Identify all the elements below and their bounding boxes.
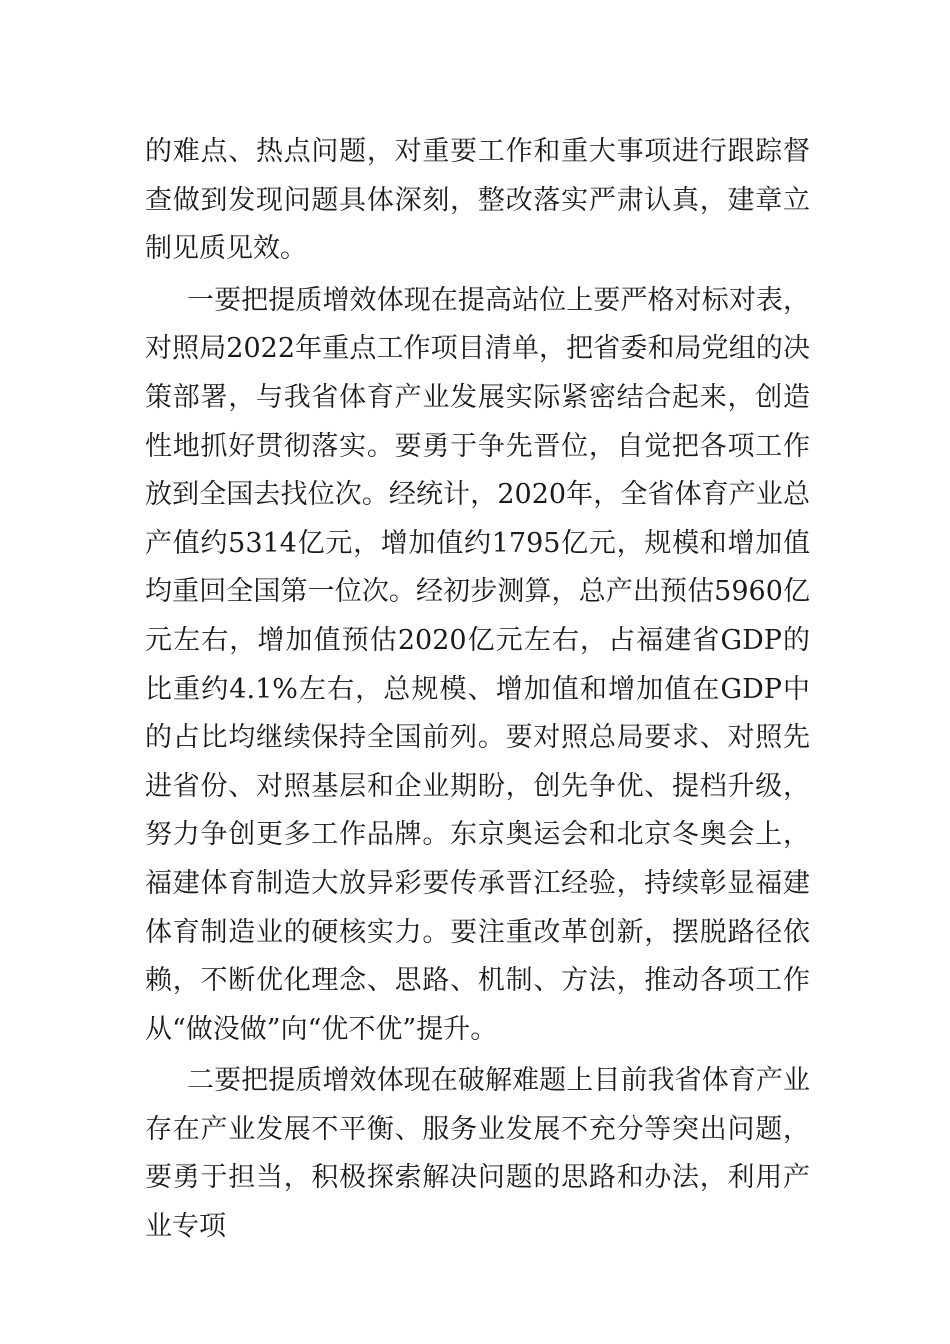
- paragraph-continuation: 的难点、热点问题，对重要工作和重大事项进行跟踪督查做到发现问题具体深刻，整改落实严肃认真，建章立制见质见效。: [145, 136, 810, 265]
- document-body: [145, 128, 810, 1255]
- paragraph-point-one: 一要把提质增效体现在提高站位上要严格对标对表，对照局2022年重点工作项目清单，把省委和局党组的决策部署，与我省体育产业发展实际紧密结合起来，创造性地抓好贯彻落实。要勇于争先晋位，自觉把各项工作放到全国去找位次。经统计，2020年，全省体育产业总产值约5314亿元，增加值约1795亿元，规模和增加值均重回全国第一位次。经初步测算，总产出预估5960亿元左右，增加值预估2020亿元左右，占福建省GDP的比重约4.1%左右，总规模、增加值和增加值在GDP中的占比均继续保持全国前列。要对照总局要求、对照先进省份、对照基层和企业期盼，创先争优、提档升级，努力争创更多工作品牌。东京奥运会和北京冬奥会上，福建体育制造大放异彩要传承晋江经验，持续彰显福建体育制造业的硬核实力。要注重改革创新，摆脱路径依赖，不断优化理念、思路、机制、方法，推动各项工作从“做没做”向“优不优”提升。: [145, 284, 810, 1045]
- paragraph-point-two: 二要把提质增效体现在破解难题上目前我省体育产业存在产业发展不平衡、服务业发展不充分等突出问题，要勇于担当，积极探索解决问题的思路和办法，利用产业专项: [145, 1065, 810, 1243]
